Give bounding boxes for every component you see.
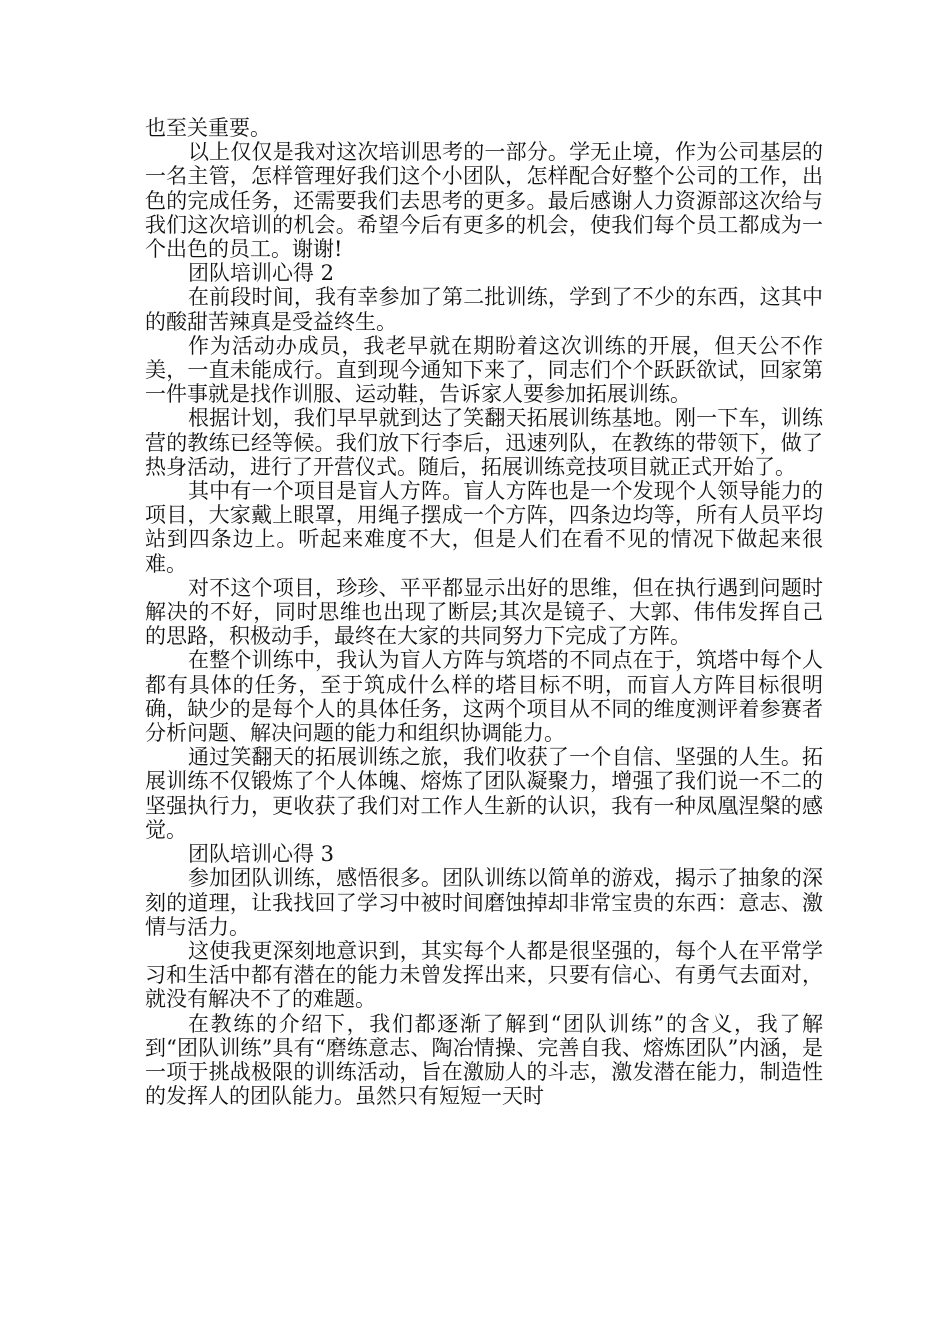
body-paragraph: 在教练的介绍下，我们都逐渐了解到“团队训练”的含义，我了解到“团队训练”具有“磨练意志、陶冶情操、完善自我、熔炼团队”内涵，是一项于挑战极限的训练活动，旨在激励人的斗志，激发潜在能力，制造性的发挥人的团队能力。虽然只有短短一天时 [145, 1011, 823, 1109]
body-paragraph: 根据计划，我们早早就到达了笑翻天拓展训练基地。刚一下车，训练营的教练已经等候。我们放下行李后，迅速列队，在教练的带领下，做了热身活动，进行了开营仪式。随后，拓展训练竞技项目就正式开始了。 [145, 406, 823, 479]
continued-paragraph: 也至关重要。 [145, 116, 271, 140]
body-paragraph: 这使我更深刻地意识到，其实每个人都是很坚强的，每个人在平常学习和生活中都有潜在的能力未曾发挥出来，只要有信心、有勇气去面对，就没有解决不了的难题。 [145, 938, 823, 1012]
body-paragraph: 以上仅仅是我对这次培训思考的一部分。学无止境，作为公司基层的一名主管，怎样管理好我们这个小团队，怎样配合好整个公司的工作，出色的完成任务，还需要我们去思考的更多。最后感谢人力资源部这次给与我们这次培训的机会。希望今后有更多的机会，使我们每个员工都成为一个出色的员工。谢谢! [145, 140, 823, 262]
document-body [145, 116, 823, 1108]
section-heading: 团队培训心得 2 [188, 261, 335, 286]
section-heading: 团队培训心得 3 [188, 842, 335, 867]
body-paragraph: 在前段时间，我有幸参加了第二批训练，学到了不少的东西，这其中的酸甜苦辣真是受益终生。 [145, 285, 823, 334]
body-paragraph: 通过笑翻天的拓展训练之旅，我们收获了一个自信、坚强的人生。拓展训练不仅锻炼了个人体魄、熔炼了团队凝聚力，增强了我们说一不二的坚强执行力，更收获了我们对工作人生新的认识，我有一种凤凰涅槃的感觉。 [145, 745, 823, 842]
body-paragraph: 作为活动办成员，我老早就在期盼着这次训练的开展，但天公不作美，一直未能成行。直到现今通知下来了，同志们个个跃跃欲试，回家第一件事就是找作训服、运动鞋，告诉家人要参加拓展训练。 [145, 333, 823, 407]
body-paragraph: 对不这个项目，珍珍、平平都显示出好的思维，但在执行遇到问题时解决的不好，同时思维也出现了断层;其次是镜子、大郭、伟伟发挥自己的思路，积极动手，最终在大家的共同努力下完成了方阵。 [145, 575, 823, 649]
body-paragraph: 参加团队训练，感悟很多。团队训练以简单的游戏，揭示了抽象的深刻的道理，让我找回了学习中被时间磨蚀掉却非常宝贵的东西：意志、激情与活力。 [145, 866, 823, 939]
body-paragraph: 其中有一个项目是盲人方阵。盲人方阵也是一个发现个人领导能力的项目，大家戴上眼罩，用绳子摆成一个方阵，四条边均等，所有人员平均站到四条边上。听起来难度不大，但是人们在看不见的情况下做起来很难。 [145, 479, 823, 576]
body-paragraph: 在整个训练中，我认为盲人方阵与筑塔的不同点在于，筑塔中每个人都有具体的任务，至于筑成什么样的塔目标不明，而盲人方阵目标很明确，缺少的是每个人的具体任务，这两个项目从不同的维度测评着参赛者分析问题、解决问题的能力和组织协调能力。 [145, 648, 823, 746]
